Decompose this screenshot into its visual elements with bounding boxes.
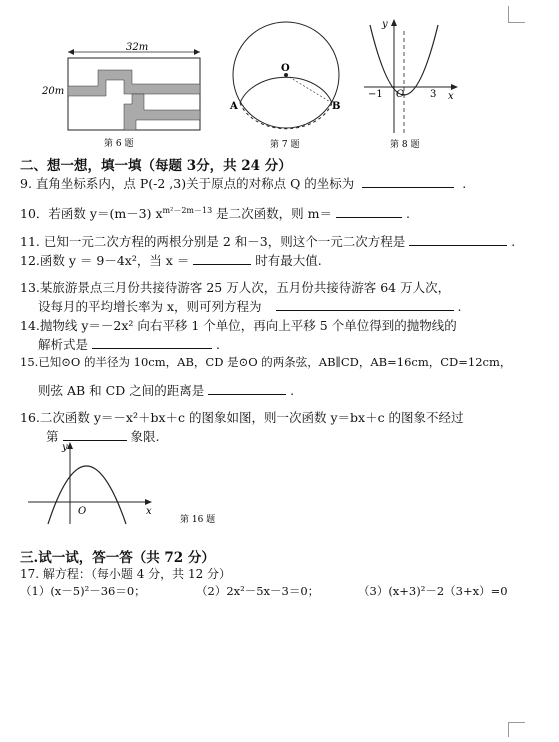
question-17-title: 17. 解方程：（每小题 4 分，共 12 分） bbox=[20, 567, 232, 581]
q12-pre: 12.函数 y ＝ 9－4x²，当 x ＝ bbox=[20, 253, 190, 268]
question-9 bbox=[20, 174, 466, 192]
question-14-line-2 bbox=[38, 335, 220, 353]
fig16-origin-label: O bbox=[78, 506, 87, 517]
fig6-width-label: 32m bbox=[126, 42, 149, 53]
q16-line2-post: 象限. bbox=[130, 429, 160, 444]
q12-answer-blank[interactable] bbox=[193, 251, 251, 265]
q15-answer-blank[interactable] bbox=[208, 381, 286, 395]
q9-text: 9. 直角坐标系内，点 P(-2 ,3)关于原点的对称点 Q 的坐标为 bbox=[20, 176, 355, 191]
fig8-y-label: y bbox=[382, 19, 388, 30]
fig6-height-label: 20m bbox=[42, 86, 65, 97]
question-15-line-1: 15.已知⊙O 的半径为 10cm，AB，CD 是⊙O 的两条弦，AB∥CD，AB=16cm，CD=12cm， bbox=[20, 355, 512, 369]
q11-tail: . bbox=[511, 234, 516, 249]
fig8-x-label: x bbox=[448, 91, 454, 102]
question-16-line-1: 16.二次函数 y＝－x²＋bx＋c 的图象如图，则一次函数 y＝bx＋c 的图象不经过 bbox=[20, 410, 464, 425]
question-13-line-2 bbox=[38, 297, 461, 315]
fig16-caption: 第 16 题 bbox=[180, 515, 216, 525]
q10-answer-blank[interactable] bbox=[336, 204, 402, 218]
fig8-origin-label: O bbox=[396, 89, 405, 100]
fig6-caption: 第 6 题 bbox=[104, 139, 134, 149]
q11-answer-blank[interactable] bbox=[409, 232, 507, 246]
q10-exponent: m²－2m－13 bbox=[162, 205, 213, 215]
fig7-label-b: B bbox=[332, 101, 341, 112]
q11-text: 11. 已知一元二次方程的两根分别是 2 和－3，则这个一元二次方程是 bbox=[20, 234, 406, 249]
q10-pre: 10．若函数 y＝(m－3) x bbox=[20, 206, 163, 221]
fig7-caption: 第 7 题 bbox=[270, 140, 300, 150]
question-14-line-1: 14.抛物线 y＝－2x² 向右平移 1 个单位，再向上平移 5 个单位得到的抛物线的 bbox=[20, 318, 457, 333]
q13-tail: . bbox=[457, 299, 462, 314]
corner-mark-bottom-right bbox=[508, 722, 525, 737]
q14-tail: . bbox=[215, 337, 220, 352]
question-13-line-1: 13.某旅游景点三月份共接待游客 25 万人次，五月份共接待游客 64 万人次， bbox=[20, 280, 451, 295]
fig8-caption: 第 8 题 bbox=[390, 140, 420, 150]
q12-tail: 时有最大值. bbox=[255, 253, 322, 268]
q15-line2: 则弦 AB 和 CD 之间的距离是 bbox=[38, 383, 205, 398]
section-2-title: 二、想一想，填一填（每题 3分，共 24 分） bbox=[20, 158, 292, 174]
q14-answer-blank[interactable] bbox=[92, 335, 212, 349]
figure-16 bbox=[24, 440, 234, 530]
fig7-label-a: A bbox=[230, 101, 238, 112]
figure-7 bbox=[228, 15, 348, 151]
question-10 bbox=[20, 204, 410, 222]
q13-line2: 设每月的平均增长率为 x，则可列方程为 bbox=[38, 299, 262, 314]
q10-tail: . bbox=[405, 206, 410, 221]
question-12 bbox=[20, 251, 322, 269]
section-3-title: 三.试一试，答一答（共 72 分） bbox=[20, 550, 215, 566]
q16-line2-pre: 第 bbox=[46, 429, 59, 444]
q16-answer-blank[interactable] bbox=[63, 427, 127, 441]
q13-answer-blank[interactable] bbox=[276, 297, 454, 311]
q10-mid: 是二次函数，则 m＝ bbox=[212, 206, 332, 221]
figure-8 bbox=[362, 15, 472, 151]
q9-tail: . bbox=[462, 176, 467, 191]
question-15-line-2 bbox=[38, 381, 294, 399]
q9-answer-blank[interactable] bbox=[362, 174, 454, 188]
q14-line2: 解析式是 bbox=[38, 337, 89, 352]
question-17-part-3: （3）(x+3)²－2（3+x）=0 bbox=[358, 584, 508, 598]
fig16-x-label: x bbox=[146, 506, 152, 517]
question-11 bbox=[20, 232, 515, 250]
corner-mark-top-right bbox=[508, 6, 525, 23]
q15-tail: . bbox=[290, 383, 295, 398]
fig8-neg1-label: −1 bbox=[368, 89, 383, 100]
fig7-center-label: O bbox=[281, 63, 290, 74]
question-17-part-2: （2）2x²－5x－3＝0； bbox=[196, 584, 320, 598]
fig16-y-label: y bbox=[62, 442, 68, 453]
figure-6 bbox=[40, 40, 220, 150]
fig8-three-label: 3 bbox=[430, 89, 437, 100]
question-17-part-1: （1）(x－5)²－36＝0； bbox=[20, 584, 146, 598]
